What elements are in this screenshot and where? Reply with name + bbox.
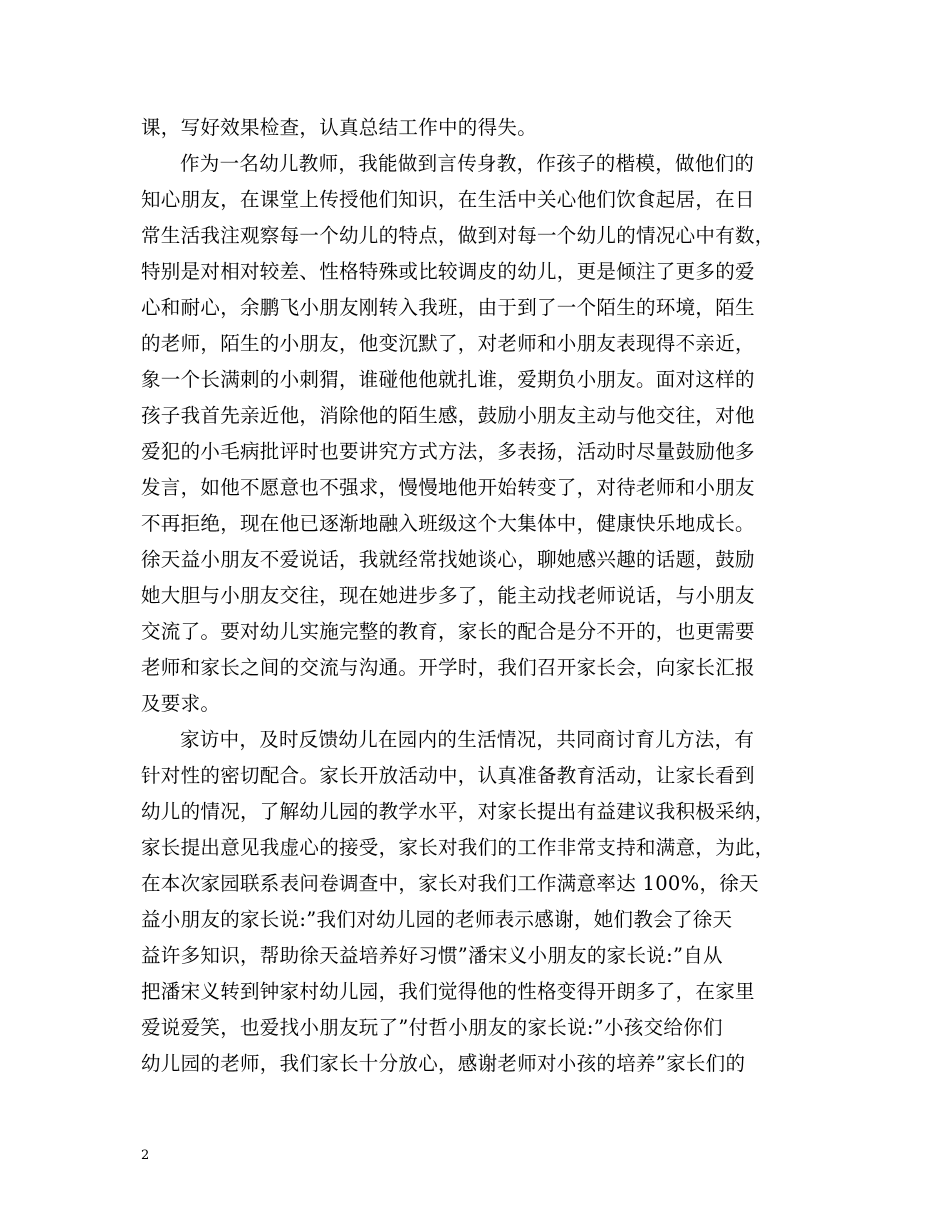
text-line: 特别是对相对较差、性格特殊或比较调皮的幼儿，更是倾注了更多的爱 <box>141 260 755 283</box>
text-line: 发言，如他不愿意也不强求，慢慢地他开始转变了，对待老师和小朋友 <box>141 476 755 499</box>
text-line: 象一个长满刺的小刺猬，谁碰他他就扎谁，爱期负小朋友。面对这样的 <box>141 368 755 391</box>
text-line: 交流了。要对幼儿实施完整的教育，家长的配合是分不开的，也更需要 <box>141 620 755 643</box>
text-line: 把潘宋义转到钟家村幼儿园，我们觉得他的性格变得开朗多了，在家里 <box>141 980 755 1003</box>
text-line: 不再拒绝，现在他已逐渐地融入班级这个大集体中，健康快乐地成长。 <box>141 512 755 535</box>
text-line: 益小朋友的家长说:”我们对幼儿园的老师表示感谢，她们教会了徐天 <box>141 908 733 931</box>
text-line: 常生活我注观察每一个幼儿的特点，做到对每一个幼儿的情况心中有数， <box>141 224 775 247</box>
text-line: 老师和家长之间的交流与沟通。开学时，我们召开家长会，向家长汇报 <box>141 656 755 679</box>
text-line: 针对性的密切配合。家长开放活动中，认真准备教育活动，让家长看到 <box>141 764 755 787</box>
text-line: 徐天益小朋友不爱说话，我就经常找她谈心，聊她感兴趣的话题，鼓励 <box>141 548 755 571</box>
text-line: 她大胆与小朋友交往，现在她进步多了，能主动找老师说话，与小朋友 <box>141 584 755 607</box>
text-line: 益许多知识，帮助徐天益培养好习惯”潘宋义小朋友的家长说:”自从 <box>141 944 723 967</box>
text-line: 的老师，陌生的小朋友，他变沉默了，对老师和小朋友表现得不亲近， <box>141 332 755 355</box>
text-line: 孩子我首先亲近他，消除他的陌生感，鼓励小朋友主动与他交往，对他 <box>141 404 755 427</box>
text-line: 爱说爱笑，也爱找小朋友玩了”付哲小朋友的家长说:”小孩交给你们 <box>141 1016 723 1039</box>
text-line: 心和耐心，余鹏飞小朋友刚转入我班，由于到了一个陌生的环境，陌生 <box>141 296 755 319</box>
paragraph-first-line: 作为一名幼儿教师，我能做到言传身教，作孩子的楷模，做他们的 <box>180 152 755 175</box>
text-line: 爱犯的小毛病批评时也要讲究方式方法，多表扬，活动时尽量鼓励他多 <box>141 440 755 463</box>
text-line: 家长提出意见我虚心的接受，家长对我们的工作非常支持和满意，为此， <box>141 836 775 859</box>
page-number: 2 <box>141 1148 150 1163</box>
text-line: 课，写好效果检查，认真总结工作中的得失。 <box>141 116 538 139</box>
text-line: 幼儿园的老师，我们家长十分放心，感谢老师对小孩的培养”家长们的 <box>141 1052 746 1075</box>
text-line: 幼儿的情况，了解幼儿园的教学水平，对家长提出有益建议我积极采纳， <box>141 800 775 823</box>
text-line: 在本次家园联系表问卷调查中，家长对我们工作满意率达 100%，徐天 <box>141 872 759 895</box>
text-line: 及要求。 <box>141 692 221 715</box>
paragraph-first-line: 家访中，及时反馈幼儿在园内的生活情况，共同商讨育儿方法，有 <box>180 728 755 751</box>
text-line: 知心朋友，在课堂上传授他们知识，在生活中关心他们饮食起居，在日 <box>141 188 755 211</box>
